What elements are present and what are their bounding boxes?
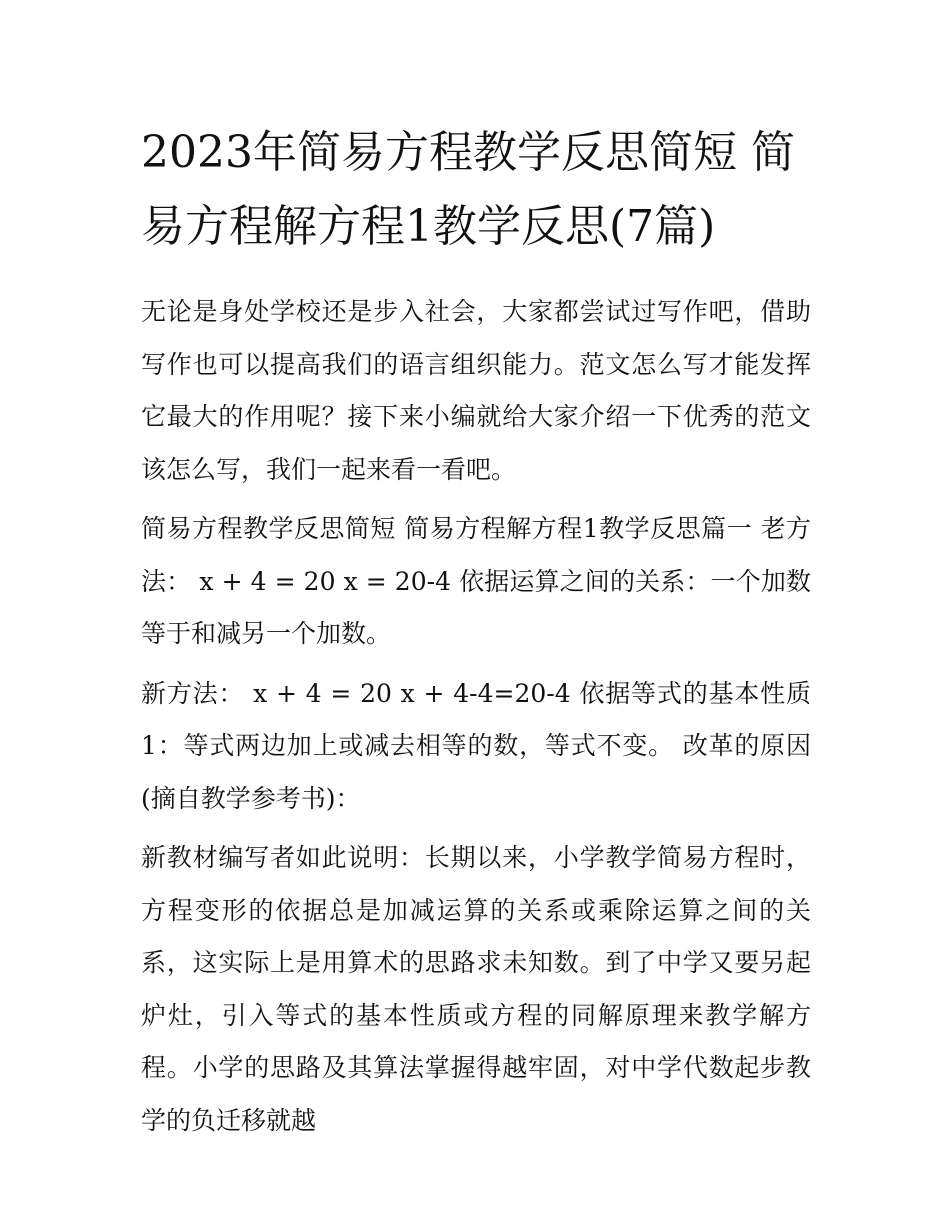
document-body xyxy=(141,286,811,1147)
paragraph-explanation: 新教材编写者如此说明：长期以来，小学教学简易方程时，方程变形的依据总是加减运算的关系或乘除运算之间的关系，这实际上是用算术的思路求未知数。到了中学又要另起炉灶，引入等式的基本性质或方程的同解原理来教学解方程。小学的思路及其算法掌握得越牢固，对中学代数起步教学的负迁移就越 xyxy=(141,843,811,1135)
document-title: 2023年简易方程教学反思简短 简易方程解方程1教学反思(7篇) xyxy=(141,127,795,252)
document-content xyxy=(141,116,811,1154)
paragraph-old-method: 简易方程教学反思简短 简易方程解方程1教学反思篇一 老方法： x + 4 = 20 x = 20-4 依据运算之间的关系：一个加数等于和减另一个加数。 xyxy=(141,514,811,648)
paragraph-new-method: 新方法： x + 4 = 20 x + 4-4=20-4 依据等式的基本性质1：等式两边加上或减去相等的数，等式不变。 改革的原因(摘自教学参考书)： xyxy=(141,678,811,813)
paragraph-intro: 无论是身处学校还是步入社会，大家都尝试过写作吧，借助写作也可以提高我们的语言组织能力。范文怎么写才能发挥它最大的作用呢？接下来小编就给大家介绍一下优秀的范文该怎么写，我们一起来看一看吧。 xyxy=(141,297,811,484)
